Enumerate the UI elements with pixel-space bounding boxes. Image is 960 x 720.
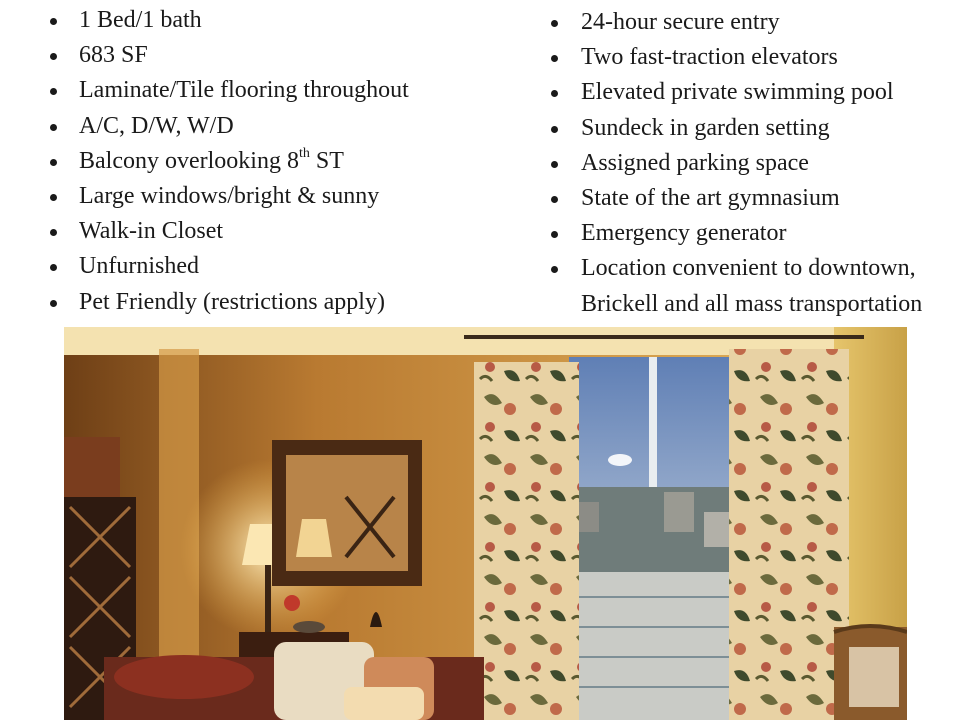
unit-features-list	[44, 3, 409, 320]
living-room-illustration	[64, 327, 907, 720]
list-item	[44, 144, 409, 179]
building-amenities-list	[546, 5, 922, 322]
list-item: Location convenient to downtown,	[546, 251, 922, 286]
list-item: State of the art gymnasium	[546, 181, 922, 216]
superscript: th	[298, 145, 310, 161]
list-item: 1 Bed/1 bath	[44, 3, 409, 38]
list-item-continuation: Brickell and all mass transportation	[581, 290, 923, 317]
list-item: Emergency generator	[546, 216, 922, 251]
list-item-text: Balcony overlooking 8	[79, 147, 299, 174]
list-item: Large windows/bright & sunny	[44, 179, 409, 214]
list-item: 683 SF	[44, 38, 409, 73]
list-item: A/C, D/W, W/D	[44, 109, 409, 144]
list-item: Walk-in Closet	[44, 214, 409, 249]
living-room-photo	[64, 327, 907, 720]
list-item: Unfurnished	[44, 249, 409, 284]
list-item: Elevated private swimming pool	[546, 75, 922, 110]
list-item: Sundeck in garden setting	[546, 111, 922, 146]
list-item: Assigned parking space	[546, 146, 922, 181]
list-item: Laminate/Tile flooring throughout	[44, 73, 409, 108]
list-item-text: ST	[309, 147, 344, 174]
list-item: Pet Friendly (restrictions apply)	[44, 285, 409, 320]
list-item: 24-hour secure entry	[546, 5, 922, 40]
list-item: Two fast-traction elevators	[546, 40, 922, 75]
